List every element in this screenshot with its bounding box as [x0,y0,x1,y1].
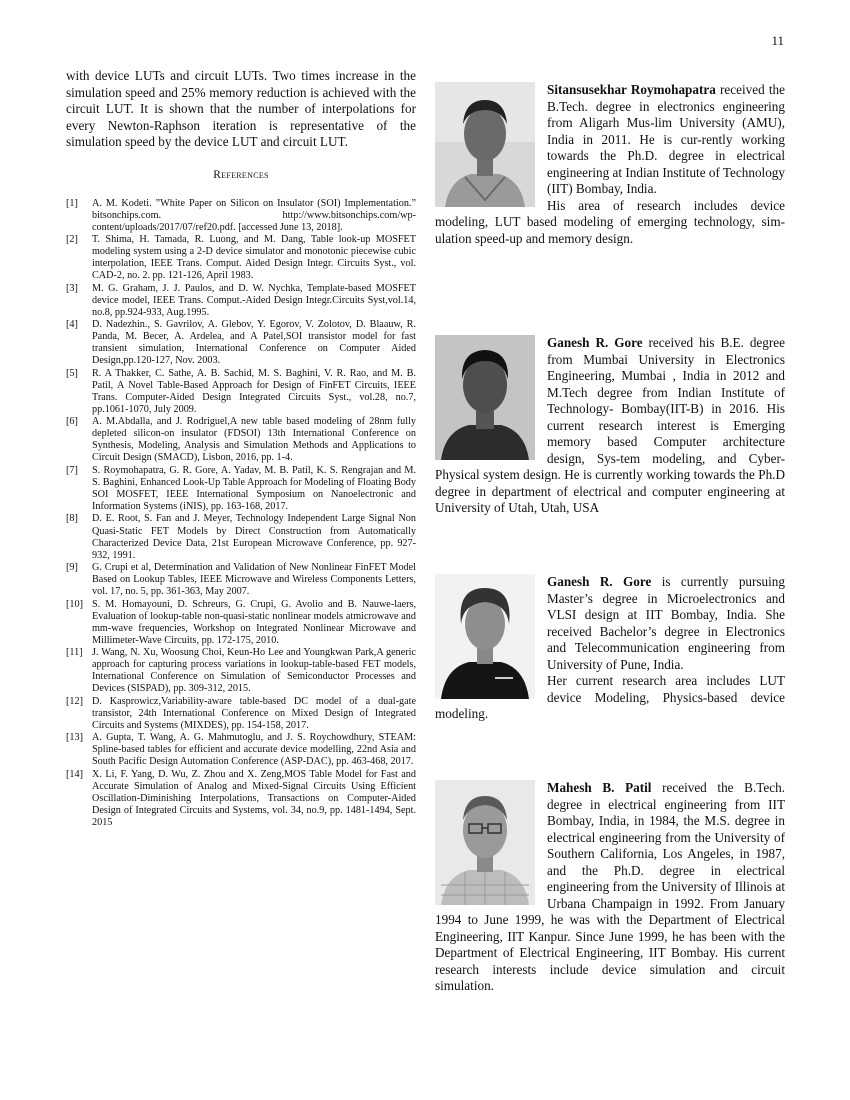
reference-item [66,416,416,464]
page-number: 11 [771,33,784,48]
reference-number: [5] [66,367,78,379]
author-photo [435,574,535,699]
reference-item [66,513,416,561]
reference-number: [7] [66,464,78,476]
reference-text: M. G. Graham, J. J. Paulos, and D. W. Nychka, Template-based MOSFET device model, IEEE Trans. Comput.-Aided Design Integr.Circuits Syst,vol.14, no.8, pp.924-933, Aug.1995. [92,282,416,318]
author-name: Ganesh R. Gore [547,574,652,589]
author-bio-patil [435,780,785,995]
author-photo [435,82,535,207]
reference-number: [10] [66,598,83,610]
reference-item [66,599,416,647]
reference-text: S. Roymohapatra, G. R. Gore, A. Yadav, M. B. Patil, K. S. Rengrajan and M. S. Baghini, Enhanced Look-Up Table Approach for Modeling of Floating Body SOI MOSFET, IEEE International Symposium on Nanoelectronic and Information Systems (iNIS), pp. 163-168, 2017. [92,464,416,513]
author-bio-roymohapatra [435,82,785,247]
reference-item [66,465,416,513]
author-bio-gore-2 [435,574,785,723]
references-heading: References [213,168,269,181]
reference-item [66,368,416,416]
author-photo [435,780,535,905]
author-name: Mahesh B. Patil [547,780,652,795]
reference-text: R. A Thakker, C. Sathe, A. B. Sachid, M. S. Baghini, V. R. Rao, and M. B. Patil, A Novel Table-Based Approach for Design of FinFET Circuits, IEEE Trans. Computer-Aided Design Integrated Circuits Syst., vol.28, no.7, pp.1061-1070, July 2009. [92,367,416,415]
reference-text: G. Crupi et al, Determination and Validation of New Nonlinear FinFET Model Based on Lookup Tables, IEEE Microwave and Wireless Components Letters, vol. 17, no. 5, pp. 361-363, May 2007. [92,562,416,598]
reference-number: [3] [66,282,78,294]
bio-paragraph: His area of research includes device modeling, LUT based modeling of emerging technology, sim-ulation speed-up and memory design. [435,197,785,246]
reference-text: D. E. Root, S. Fan and J. Meyer, Technology Independent Large Signal Non Quasi-Static FET Models by Direct Construction from Automatically Characterized Device Data, 21st European Microwave Conference, pp. 927-932, 1991. [92,513,416,561]
reference-item [66,198,416,234]
reference-number: [4] [66,319,78,331]
author-photo [435,335,535,460]
reference-number: [6] [66,416,78,428]
reference-item [66,647,416,695]
reference-list [66,198,416,830]
reference-number: [11] [66,647,83,659]
reference-text: A. M.Abdalla, and J. Rodriguel,A new table based modeling of 28nm fully depleted silicon-on insulator (FDSOI) 13th International Conference on Synthesis, Modeling, Analysis and Simulation Methods and Applications to Circuit Design (SMACD), Lisbon, 2016, pp. 1-4. [92,416,416,464]
reference-item [66,562,416,598]
reference-item [66,769,416,829]
author-name: Ganesh R. Gore [547,335,643,350]
reference-item [66,696,416,732]
reference-text: T. Shima, H. Tamada, R. Luong, and M. Dang, Table look-up MOSFET modeling system using a 2-D device simulator and monotonic piecewise cubic interpolation, IEEE Trans. Comput. Aided Design Integr. Circuits Syst., vol. CAD-2, no. 2. pp. 121-126, April 1983. [92,234,416,282]
conclusion-paragraph: with device LUTs and circuit LUTs. Two times increase in the simulation speed and 25% memory reduction is achieved with the circuit LUT. It is shown that the number of interpolations for every Newton-Raphson iteration is representative of the simulation speed by the device LUT and circuit LUT. [66,68,416,149]
reference-text: X. Li, F. Yang, D. Wu, Z. Zhou and X. Zeng,MOS Table Model for Fast and Accurate Simulation of Analog and Mixed-Signal Circuits Using Efficient Oscillation-Diminishing Interpolations, Transactions on Computer-Aided Design of Integrated Circuits and Systems, vol. 34, no.9, pp. 1481-1494, Sept. 2015 [92,768,416,828]
left-column [66,68,416,829]
reference-number: [13] [66,732,83,744]
reference-text: A. M. Kodeti. ”White Paper on Silicon on Insulator (SOI) Implementation.” bitsonchips.com. http://www.bitsonchips.com/wp-content/uploads/2017/07/ref20.pdf. [accessed June 13, 2018]. [92,197,416,233]
reference-item [66,319,416,367]
reference-text: J. Wang, N. Xu, Woosung Choi, Keun-Ho Lee and Youngkwan Park,A generic approach for capturing process variations in lookup-table-based FET models, International Conference on Simulation of Semiconductor Processes and Devices (SISPAD), pp. 309-312, 2015. [92,647,416,695]
bio-text: received the B.Tech. degree in electrical engineering from IIT Bombay, India, in 1984, the M.S. degree in electrical engineering from the University of Southern California, Los Angeles, in 1987, and the Ph.D. degree in electrical engineering from the University of Illinois at Urbana Champaign in 1992. From January 1994 to June 1999, he was with the Department of Electrical Engineering, IIT Kanpur. Since June 1999, he has been with the Department of Electrical Engineering, IIT Bombay. His current research interests include device simulation and circuit simulation. [435,780,786,993]
author-name: Sitansusekhar Roymohapatra [547,82,716,97]
reference-number: [2] [66,234,78,246]
reference-number: [8] [66,513,78,525]
reference-number: [12] [66,695,83,707]
reference-text: A. Gupta, T. Wang, A. G. Mahmutoglu, and J. S. Roychowdhury, STEAM: Spline-based tables for efficient and accurate device modelling, 22nd Asia and South Pacific Design Automation Conference (ASP-DAC), pp. 463-468, 2017. [92,732,416,768]
reference-number: [14] [66,768,83,780]
reference-item [66,234,416,282]
reference-text: D. Nadezhin., S. Gavrilov, A. Glebov, Y. Egorov, V. Zolotov, D. Blaauw, R. Panda, M. Becer, A. Ardelea, and A Patel,SOI transistor model for fast transient simulation, International Conference on Computer Aided Design,pp.120-127, Nov. 2003. [92,319,416,367]
bio-text: received the B.Tech. degree in electronics engineering from Aligarh Mus-lim University (AMU), India in 2011. He is cur-rently working towards the Ph.D. degree in electrical engineering at Indian Institute of Technology (IIT) Bombay, India. [547,82,785,196]
bio-text: received his B.E. degree from Mumbai University in Electronics Engineering, Mumbai , India in 2012 and M.Tech degree from Indian Institute of Technology- Bombay(IIT-B) in 2016. His current research interest is Emerging memory based Computer architecture design, Sys-tem modeling, and Cyber-Physical system design. He is currently working towards the Ph.D degree in department of electrical and computer engineering at University of Utah, Utah, USA [435,335,785,515]
bio-text: is currently pursuing Master’s degree in Microelectronics and VLSI design at IIT Bombay, India. She received Bachelor’s degree in Electronics and Telecommunication engineering from University of Pune, India. [547,574,785,672]
reference-number: [1] [66,197,78,209]
reference-item [66,732,416,768]
reference-text: S. M. Homayouni, D. Schreurs, G. Crupi, G. Avolio and B. Nauwe-laers, Evaluation of lookup-table non-quasi-static nonlinear models atmicrowave and mm-wave frequencies, Workshop on Integrated Nonlinear Microwave and Millimeter-Wave Circuits, pp. 172-175, 2010. [92,598,416,646]
reference-number: [9] [66,562,78,574]
author-bio-gore-1 [435,335,785,517]
bio-paragraph: Her current research area includes LUT device Modeling, Physics-based device modeling. [435,673,785,721]
reference-text: D. Kasprowicz,Variability-aware table-based DC model of a dual-gate transistor, 24th International Conference on Mixed Design of Integrated Circuits and Systems (MIXDES), pp. 154-158, 2017. [92,695,416,731]
reference-item [66,283,416,319]
